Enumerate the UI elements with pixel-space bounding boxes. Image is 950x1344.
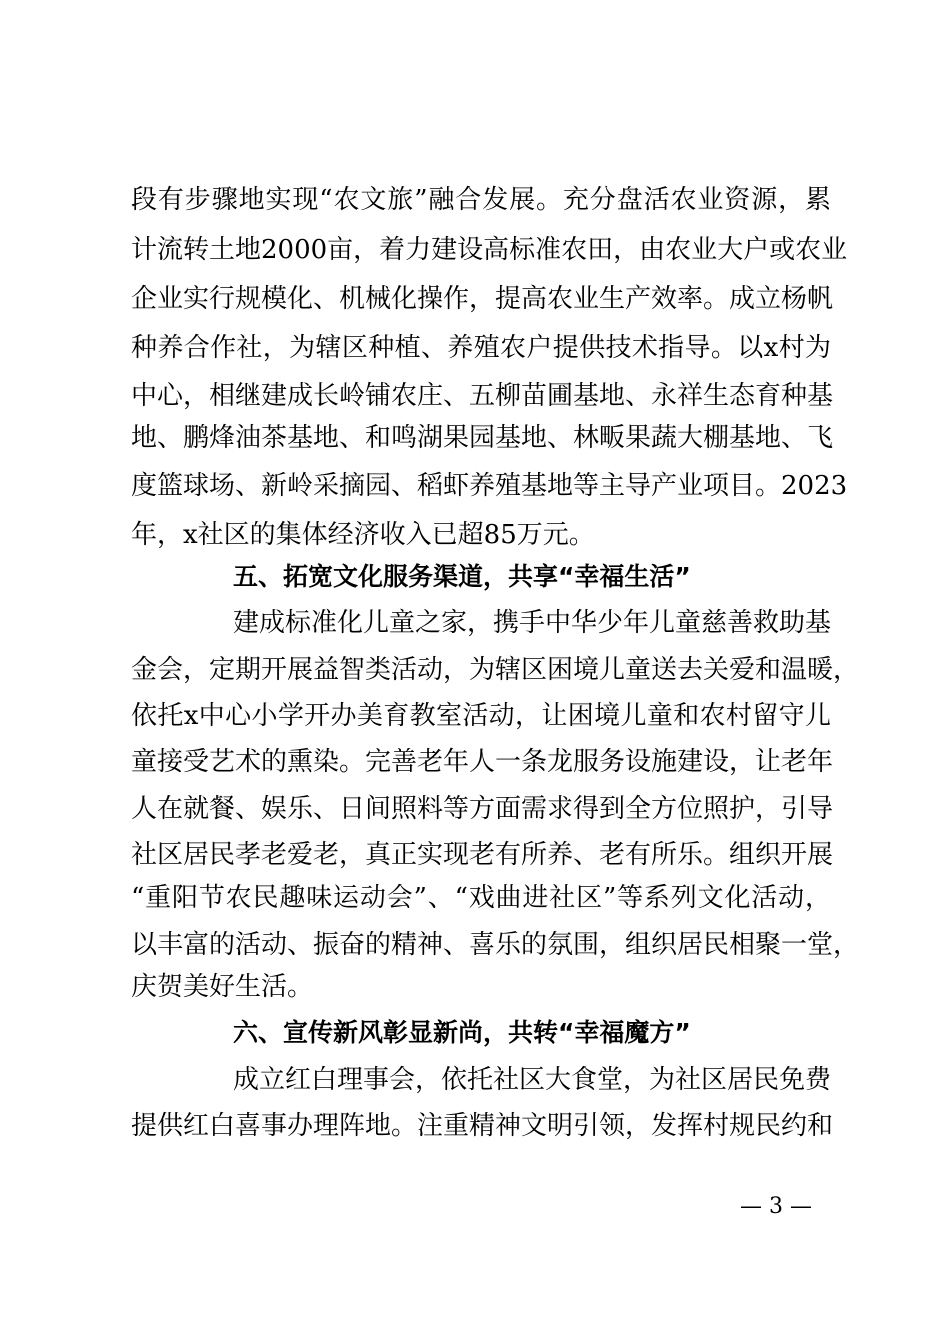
page-number: — 3 — bbox=[740, 1194, 812, 1219]
paragraph-line: 庆贺美好生活。 bbox=[131, 972, 314, 1002]
paragraph-line: 中心，相继建成长岭铺农庄、五柳苗圃基地、永祥生态育种基 bbox=[131, 381, 834, 411]
paragraph-line: 度篮球场、新岭采摘园、稻虾养殖基地等主导产业项目。2023 bbox=[131, 471, 848, 501]
paragraph-line: 建成标准化儿童之家，携手中华少年儿童慈善救助基 bbox=[233, 608, 832, 638]
paragraph-line: 以丰富的活动、振奋的精神、喜乐的氛围，组织居民相聚一堂， bbox=[131, 930, 860, 960]
paragraph-line: 种养合作社，为辖区种植、养殖农户提供技术指导。以x村为 bbox=[131, 333, 831, 363]
paragraph-line: “重阳节农民趣味运动会”、“戏曲进社区”等系列文化活动， bbox=[131, 883, 831, 913]
paragraph-line: 地、鹏烽油茶基地、和鸣湖果园基地、林畈果蔬大棚基地、飞 bbox=[131, 423, 834, 453]
paragraph-line: 金会，定期开展益智类活动，为辖区困境儿童送去关爱和温暖， bbox=[131, 655, 860, 685]
paragraph-line: 年，x社区的集体经济收入已超85万元。 bbox=[131, 520, 595, 550]
section-heading: 五、拓宽文化服务渠道，共享“幸福生活” bbox=[233, 562, 691, 591]
paragraph-line: 社区居民孝老爱老，真正实现老有所养、老有所乐。组织开展 bbox=[131, 840, 834, 870]
section-heading: 六、宣传新风彰显新尚，共转“幸福魔方” bbox=[233, 1018, 691, 1047]
paragraph-line: 成立红白理事会，依托社区大食堂，为社区居民免费 bbox=[233, 1065, 832, 1095]
paragraph-line: 计流转土地2000亩，着力建设高标准农田，由农业大户或农业 bbox=[131, 235, 848, 265]
paragraph-line: 段有步骤地实现“农文旅”融合发展。充分盘活农业资源，累 bbox=[131, 185, 831, 215]
paragraph-line: 提供红白喜事办理阵地。注重精神文明引领，发挥村规民约和 bbox=[131, 1111, 834, 1141]
paragraph-line: 依托x中心小学开办美育教室活动，让困境儿童和农村留守儿 bbox=[131, 701, 831, 731]
paragraph-line: 人在就餐、娱乐、日间照料等方面需求得到全方位照护，引导 bbox=[131, 794, 834, 824]
paragraph-line: 企业实行规模化、机械化操作，提高农业生产效率。成立杨帆 bbox=[131, 284, 834, 314]
paragraph-line: 童接受艺术的熏染。完善老年人一条龙服务设施建设，让老年 bbox=[131, 747, 834, 777]
